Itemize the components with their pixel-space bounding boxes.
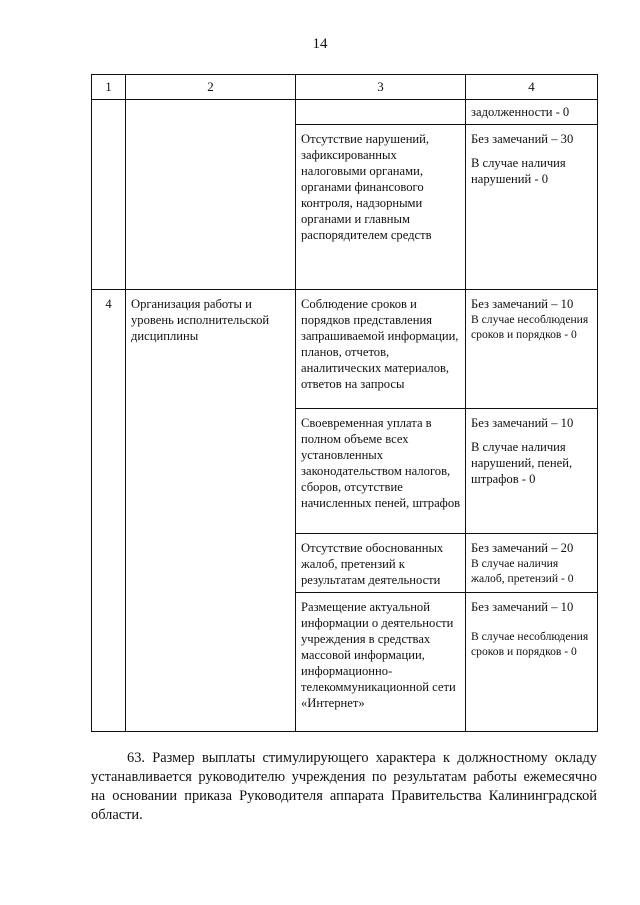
criterion-cell: [296, 290, 466, 409]
empty-indicator-cell: [126, 100, 296, 290]
criterion-cell: [296, 409, 466, 534]
column-header-2: 2: [126, 75, 296, 100]
criterion-cell: [296, 125, 466, 290]
empty-number-cell: [92, 100, 126, 290]
paragraph-63: [91, 749, 597, 825]
column-header-3: 3: [296, 75, 466, 100]
paragraph-text: 63. Размер выплаты стимулирующего характера к должностному окладу устанавливается руководителю учреждения по результатам работы ежемесячно на основании приказа Руководителя аппарата Правительства Калининградской области.: [91, 750, 597, 823]
score-alt: В случае несоблюдения сроков и порядков - 0: [471, 313, 589, 341]
column-header-4: 4: [466, 75, 598, 100]
table-row: [92, 100, 598, 125]
score-main: Без замечаний – 10: [471, 600, 574, 614]
score-cell: [466, 409, 598, 534]
section-number-cell: [92, 290, 126, 732]
score-cell: [466, 100, 598, 125]
criteria-table: [91, 74, 598, 732]
score-alt: В случае наличия жалоб, претензий - 0: [471, 557, 574, 585]
criterion-text: Отсутствие обоснованных жалоб, претензий к результатам деятельности: [301, 541, 444, 587]
score-alt: В случае несоблюдения сроков и порядков - 0: [471, 630, 589, 658]
score-main: Без замечаний – 10: [471, 297, 574, 311]
section-number: 4: [105, 297, 112, 311]
criterion-text: Размещение актуальной информации о деятельности учреждения в средствах массовой информации, информационно-телекоммуникационной сети «Интернет»: [301, 600, 456, 710]
score-main: Без замечаний – 10: [471, 416, 574, 430]
score-cell: [466, 534, 598, 593]
indicator-cell: [126, 290, 296, 732]
score-alt: В случае наличия нарушений, пеней, штрафов - 0: [471, 440, 573, 486]
score-main: Без замечаний – 30: [471, 132, 574, 146]
criterion-text: Соблюдение сроков и порядков представления запрашиваемой информации, планов, отчетов, аналитических материалов, ответов на запросы: [301, 297, 459, 391]
empty-criterion-cell: [296, 100, 466, 125]
score-cell: [466, 593, 598, 732]
criterion-cell: [296, 593, 466, 732]
indicator-text: Организация работы и уровень исполнительской дисциплины: [131, 297, 270, 343]
score-alt: В случае наличия нарушений - 0: [471, 156, 566, 186]
score-main: Без замечаний – 20: [471, 541, 574, 555]
table-row: [92, 290, 598, 409]
criterion-text: Своевременная уплата в полном объеме всех установленных законодательством налогов, сборов, отсутствие начисленных пеней, штрафов: [301, 416, 461, 510]
criterion-text: Отсутствие нарушений, зафиксированных налоговыми органами, органами финансового контроля, надзорными органами и главным распорядителем средств: [301, 132, 432, 242]
score-cell: [466, 290, 598, 409]
score-cell: [466, 125, 598, 290]
page-number: 14: [312, 36, 328, 52]
table-header-row: [92, 75, 598, 100]
column-header-1: 1: [92, 75, 126, 100]
criterion-cell: [296, 534, 466, 593]
score-tail: задолженности - 0: [471, 105, 570, 119]
